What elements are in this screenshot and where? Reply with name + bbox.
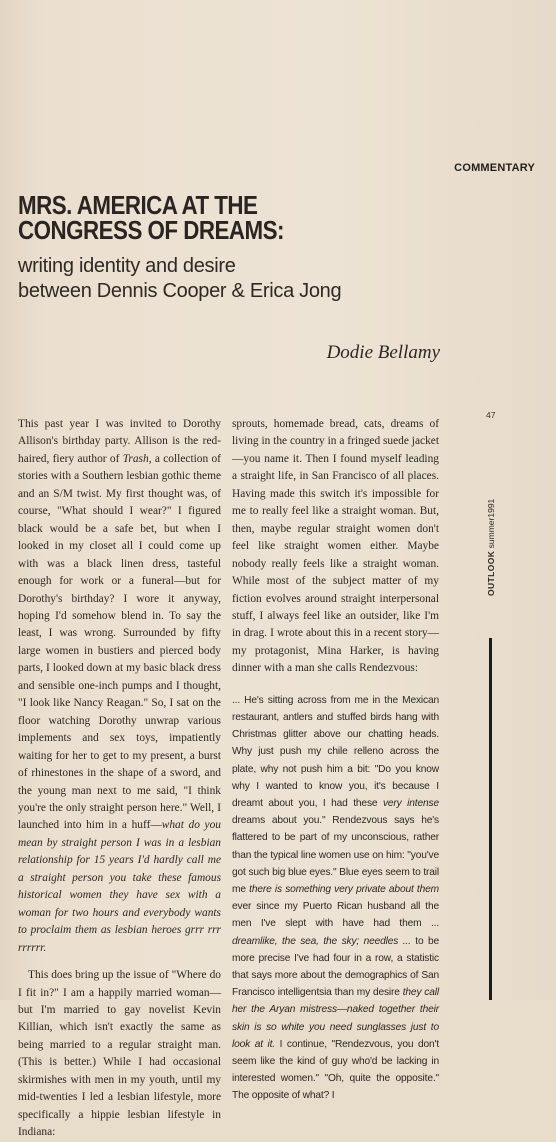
- body-column-left: [18, 416, 221, 1142]
- running-foot: [486, 499, 496, 596]
- title-line-1: MRS. AMERICA AT THE: [18, 190, 258, 220]
- article-subtitle: [18, 254, 438, 304]
- book-title: Trash: [122, 452, 149, 465]
- paragraph-3: sprouts, homemade bread, cats, dreams of living in the country in a fringed suede jacket—you name it. Then I found myself leading a straight life, in San Francisco of all places. Having made this switch it's impossible for me to really feel like a straight woman. But, then, maybe regular straight women don't feel like straight women either. Maybe nobody really feels like a straight woman. While most of the subject matter of my fiction evolves around straight interpersonal stuff, I always feel like an outsider, like I'm in drag. I wrote about this in a recent story—my protagonist, Mina Harker, is having dinner with a man she calls Rendezvous:: [232, 418, 439, 675]
- margin-rule: [489, 638, 492, 1000]
- title-line-2: CONGRESS OF DREAMS:: [18, 215, 284, 245]
- section-label: COMMENTARY: [454, 162, 535, 174]
- paragraph-1: This past year I was invited to Dorothy Allison's birthday party. Allison is the red-haired, fiery author of Trash, a collection of stories with a Southern lesbian gothic theme and an S/M twist. My first thought was, of course, "What should I wear?" I figured black would be a safe bet, but when I looked in my closet all I could come up with was a black linen dress, tasteful enough for work or a funeral—but for Dorothy's birthday? I wore it anyway, hoping I'd somehow blend in. To say the least, I was wrong. Surrounded by fifty large women in bustiers and pierced body parts, I looked down at my basic black dress and sensible one-inch pumps and I thought, "I look like Nancy Reagan." So, I sat on the floor watching Dorothy unwrap various implements and sex toys, impatiently waiting for her to get to my present, a burst of rhinestones in the shape of a sword, and the young man next to me said, "I think you're the only straight person here." Well, I launched into him in a huff—what do you mean by straight person I was in a lesbian relationship for 15 years I'd hardly call me a straight person you take these famous historical women they have sex with a woman for two hours and everybody wants to proclaim them as lesbian heroes grrr rrr rrrrrr.: [18, 418, 222, 954]
- italic-rant: what do you mean by straight person I was in a lesbian relationship for 15 years I'd hardly call me a straight person you take these famous historical women they have sex with a woman for two hours and everybody wants to proclaim them as lesbian heroes grrr rrr rrrrrr.: [18, 819, 222, 954]
- story-extract: ... He's sitting across from me in the Mexican restaurant, antlers and stuffed birds hang with Christmas glitter above our chatting heads. Why just push my chile relleno across the plate, why not push him a bit: "Do you know why I wanted to know you, it's because I dreamt about you, I had these very intense dreams about you." Rendezvous says he's flattered to be part of my unconscious, rather than the typical line women use on him: "you've got such big blue eyes." Blue eyes seem to trail me there is something very private about them ever since my Puerto Rican husband all the men I've slept with have had them ... dreamlike, the sea, the sky; needles ... to be more precise I've had four in a row, a statistic that says more about the demographics of San Francisco intelligentsia than my desire they call her the Aryan mistress—naked together their skin is so white you need sunglasses just to look at it. I continue, "Rendezvous, you don't seem like the kind of guy who'd be lacking in interested women." "Oh, quite the opposite." The opposite of what? I: [232, 694, 439, 1102]
- page-number: 47: [486, 410, 496, 420]
- magazine-name: OUTLOOK: [486, 550, 496, 596]
- paragraph-2: This does bring up the issue of "Where do I fit in?" I am a happily married woman—but I'm married to gay novelist Kevin Killian, which isn't exactly the same as being married to a regular straight man. (This is better.) While I had occasional skirmishes with men in my youth, until my mid-twenties I led a lesbian lifestyle, more specifically a hippie lesbian lifestyle in Indiana:: [18, 969, 221, 1139]
- article-title: [18, 190, 379, 245]
- body-column-right: [232, 416, 439, 1105]
- subtitle-line-1: writing identity and desire: [18, 255, 236, 277]
- author-byline: Dodie Bellamy: [326, 342, 440, 363]
- subtitle-line-2: between Dennis Cooper & Erica Jong: [18, 280, 342, 302]
- issue-label: summer1991: [486, 498, 496, 549]
